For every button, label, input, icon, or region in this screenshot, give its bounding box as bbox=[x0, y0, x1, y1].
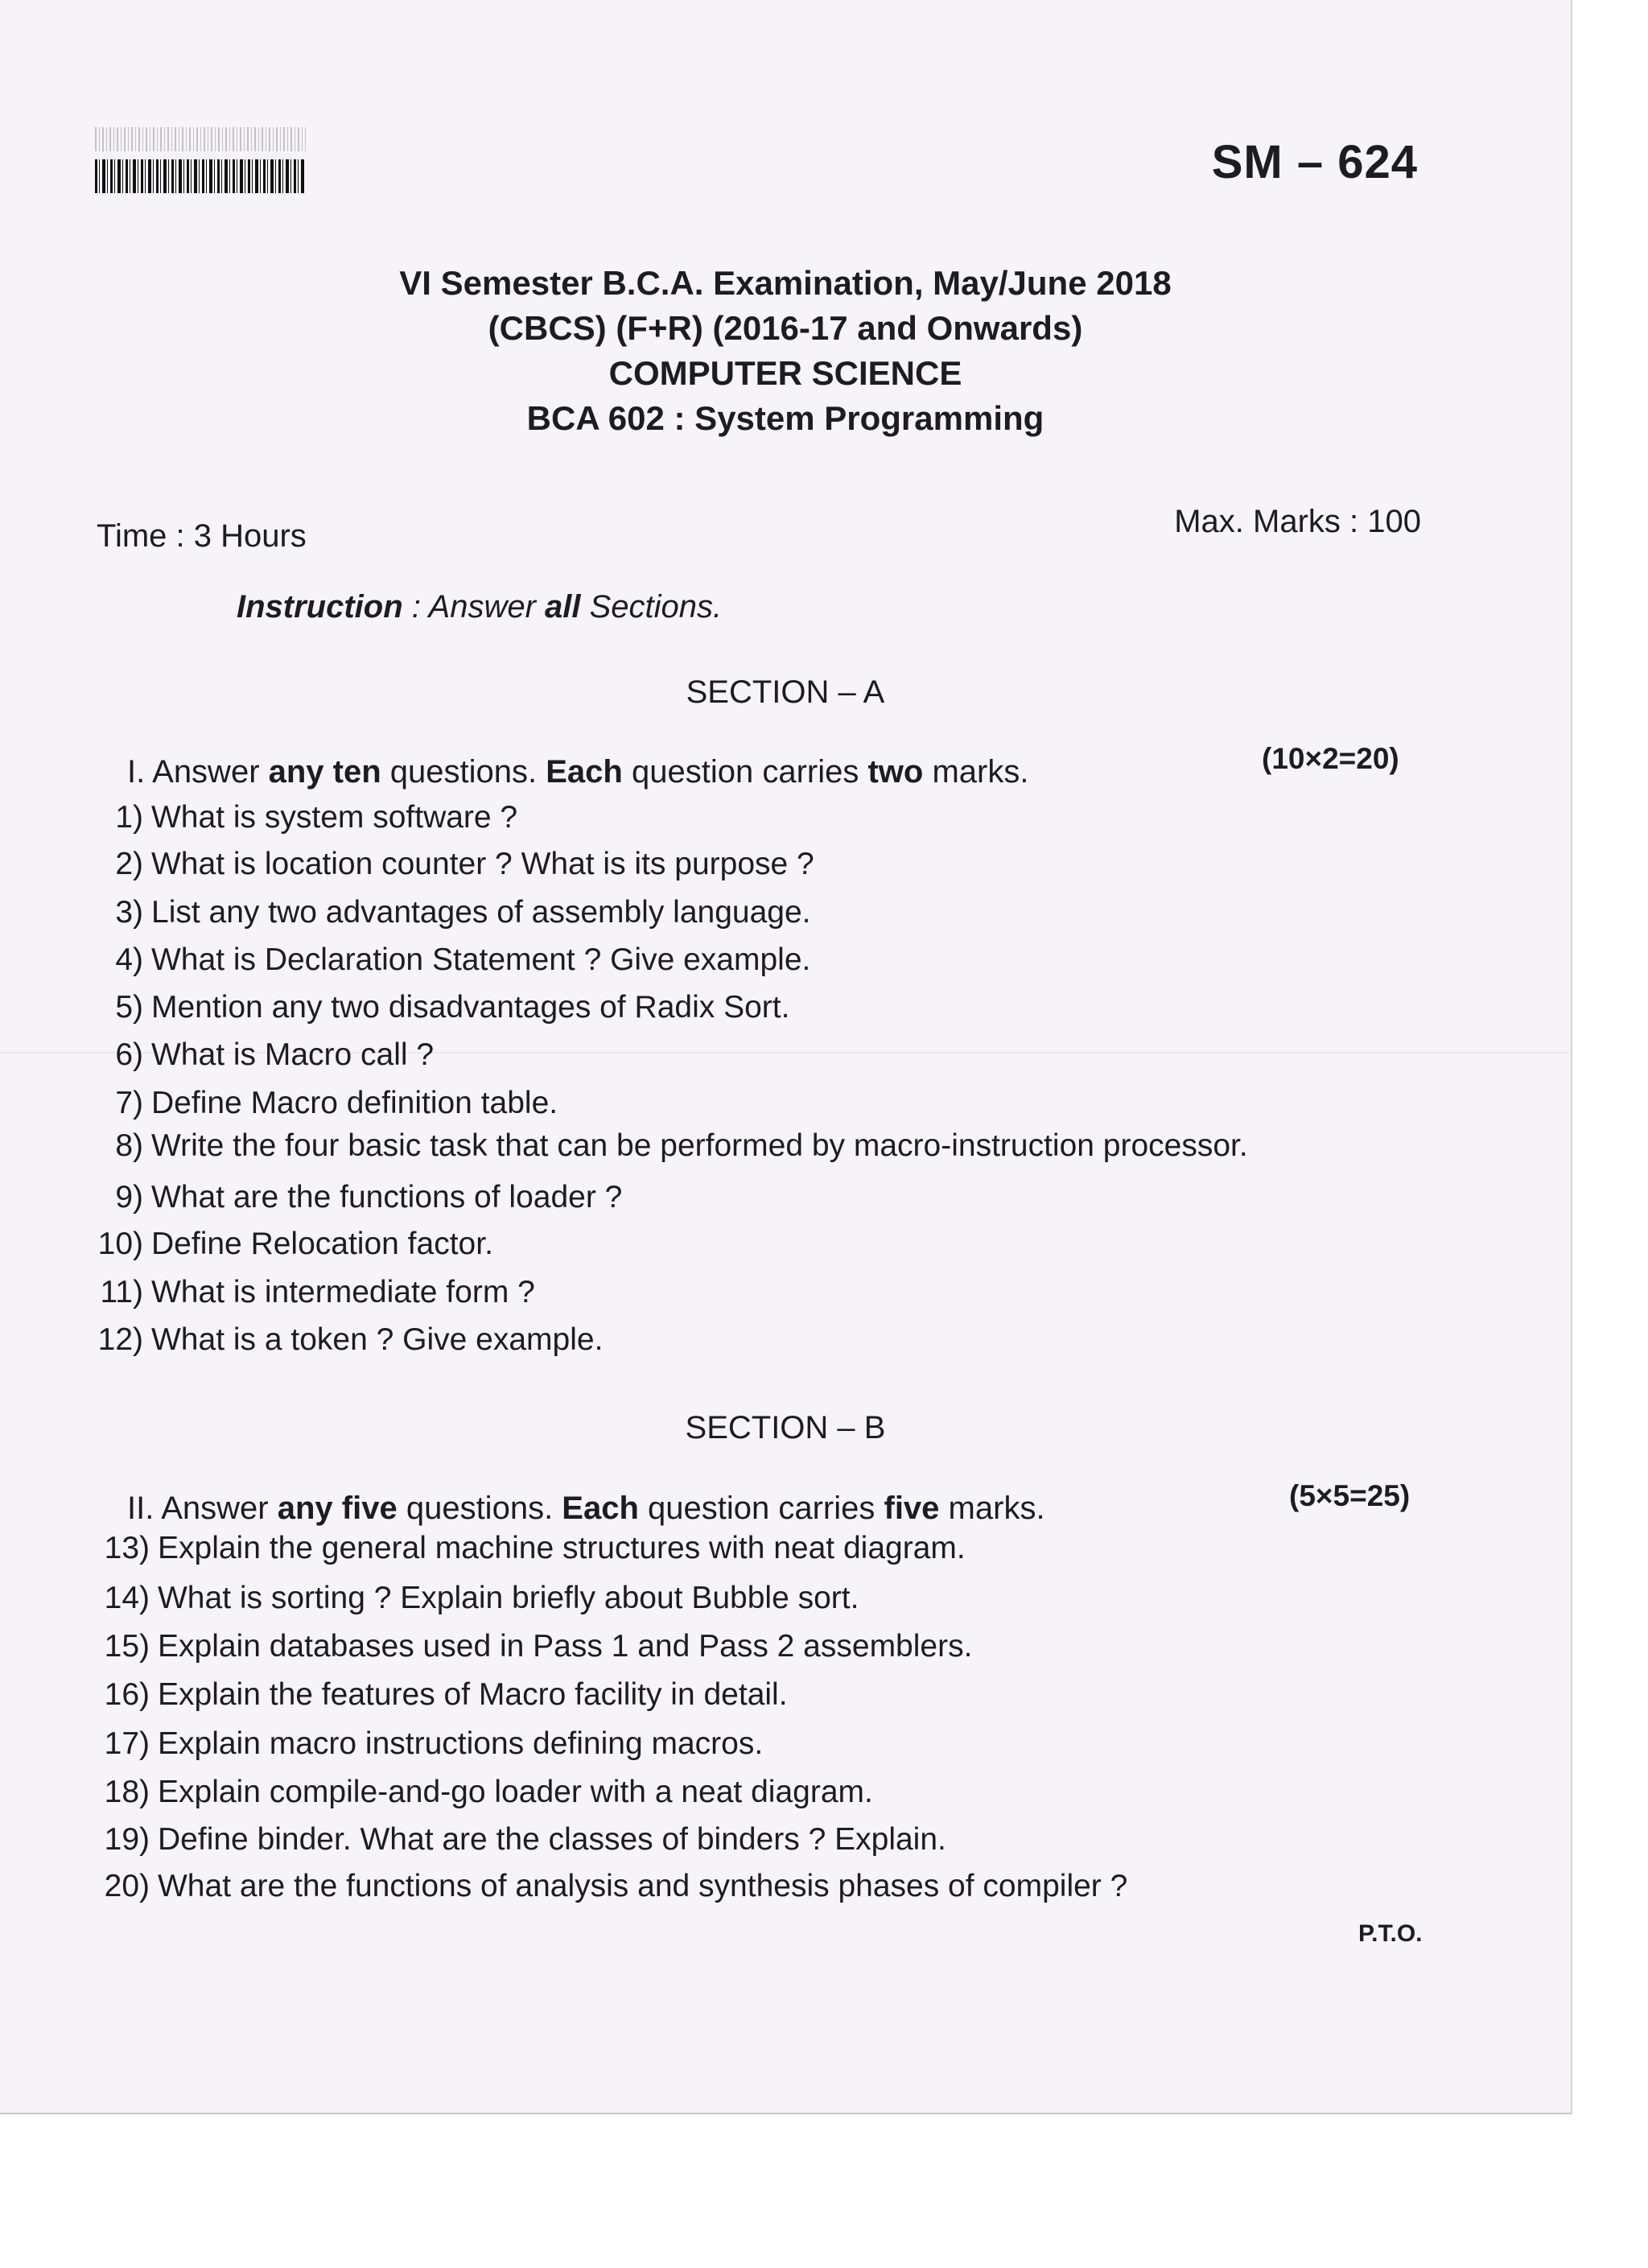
question-item: 9) What are the functions of loader ? bbox=[115, 1180, 623, 1214]
question-item: 1) What is system software ? bbox=[115, 800, 518, 835]
subject-title: COMPUTER SCIENCE bbox=[608, 354, 962, 392]
exam-title-line-1: VI Semester B.C.A. Examination, May/June 2018 bbox=[399, 264, 1172, 302]
section-b-title: SECTION – B bbox=[685, 1410, 886, 1445]
instruction-line: Instruction : Answer all Sections. bbox=[237, 589, 723, 625]
section-b-instruction: II. Answer any five questions. Each question carries five marks. bbox=[127, 1491, 1045, 1526]
question-item: 3) List any two advantages of assembly language. bbox=[115, 895, 811, 930]
section-b-marks: (5×5=25) bbox=[1289, 1479, 1411, 1512]
question-item: 7) Define Macro definition table. bbox=[115, 1086, 558, 1120]
question-item: 18) Explain compile-and-go loader with a neat diagram. bbox=[104, 1775, 873, 1809]
question-item: 12) What is a token ? Give example. bbox=[97, 1322, 604, 1357]
question-item: 2) What is location counter ? What is its purpose ? bbox=[115, 847, 814, 881]
question-item: 17) Explain macro instructions defining macros. bbox=[104, 1726, 764, 1761]
question-item: 8) Write the four basic task that can be performed by macro-instruction processor. bbox=[115, 1128, 1248, 1163]
section-a-title: SECTION – A bbox=[686, 674, 885, 710]
question-item: 16) Explain the features of Macro facility in detail. bbox=[104, 1677, 788, 1712]
max-marks-label: Max. Marks : 100 bbox=[1174, 504, 1421, 539]
course-title: BCA 602 : System Programming bbox=[526, 399, 1044, 437]
exam-title-line-2: (CBCS) (F+R) (2016-17 and Onwards) bbox=[488, 309, 1083, 347]
question-item: 15) Explain databases used in Pass 1 and Pass 2 assemblers. bbox=[104, 1629, 973, 1664]
barcode-icon bbox=[95, 127, 306, 193]
question-item: 11) What is intermediate form ? bbox=[100, 1275, 535, 1309]
section-a-instruction: I. Answer any ten questions. Each question carries two marks. bbox=[127, 754, 1029, 790]
question-item: 13) Explain the general machine structures with neat diagram. bbox=[104, 1531, 966, 1565]
paper-code: SM – 624 bbox=[1211, 136, 1418, 188]
time-label: Time : 3 Hours bbox=[97, 518, 307, 554]
question-item: 4) What is Declaration Statement ? Give example. bbox=[115, 942, 811, 977]
question-item: 6) What is Macro call ? bbox=[115, 1037, 435, 1072]
section-a-marks: (10×2=20) bbox=[1262, 742, 1399, 775]
question-item: 19) Define binder. What are the classes of binders ? Explain. bbox=[104, 1822, 946, 1857]
question-item: 10) Define Relocation factor. bbox=[97, 1227, 493, 1261]
question-item: 5) Mention any two disadvantages of Radix Sort. bbox=[115, 990, 790, 1025]
question-item: 14) What is sorting ? Explain briefly about Bubble sort. bbox=[104, 1581, 859, 1615]
pto-label: P.T.O. bbox=[1358, 1920, 1423, 1947]
instruction-label: Instruction bbox=[237, 589, 403, 625]
question-item: 20) What are the functions of analysis and synthesis phases of compiler ? bbox=[104, 1869, 1128, 1903]
